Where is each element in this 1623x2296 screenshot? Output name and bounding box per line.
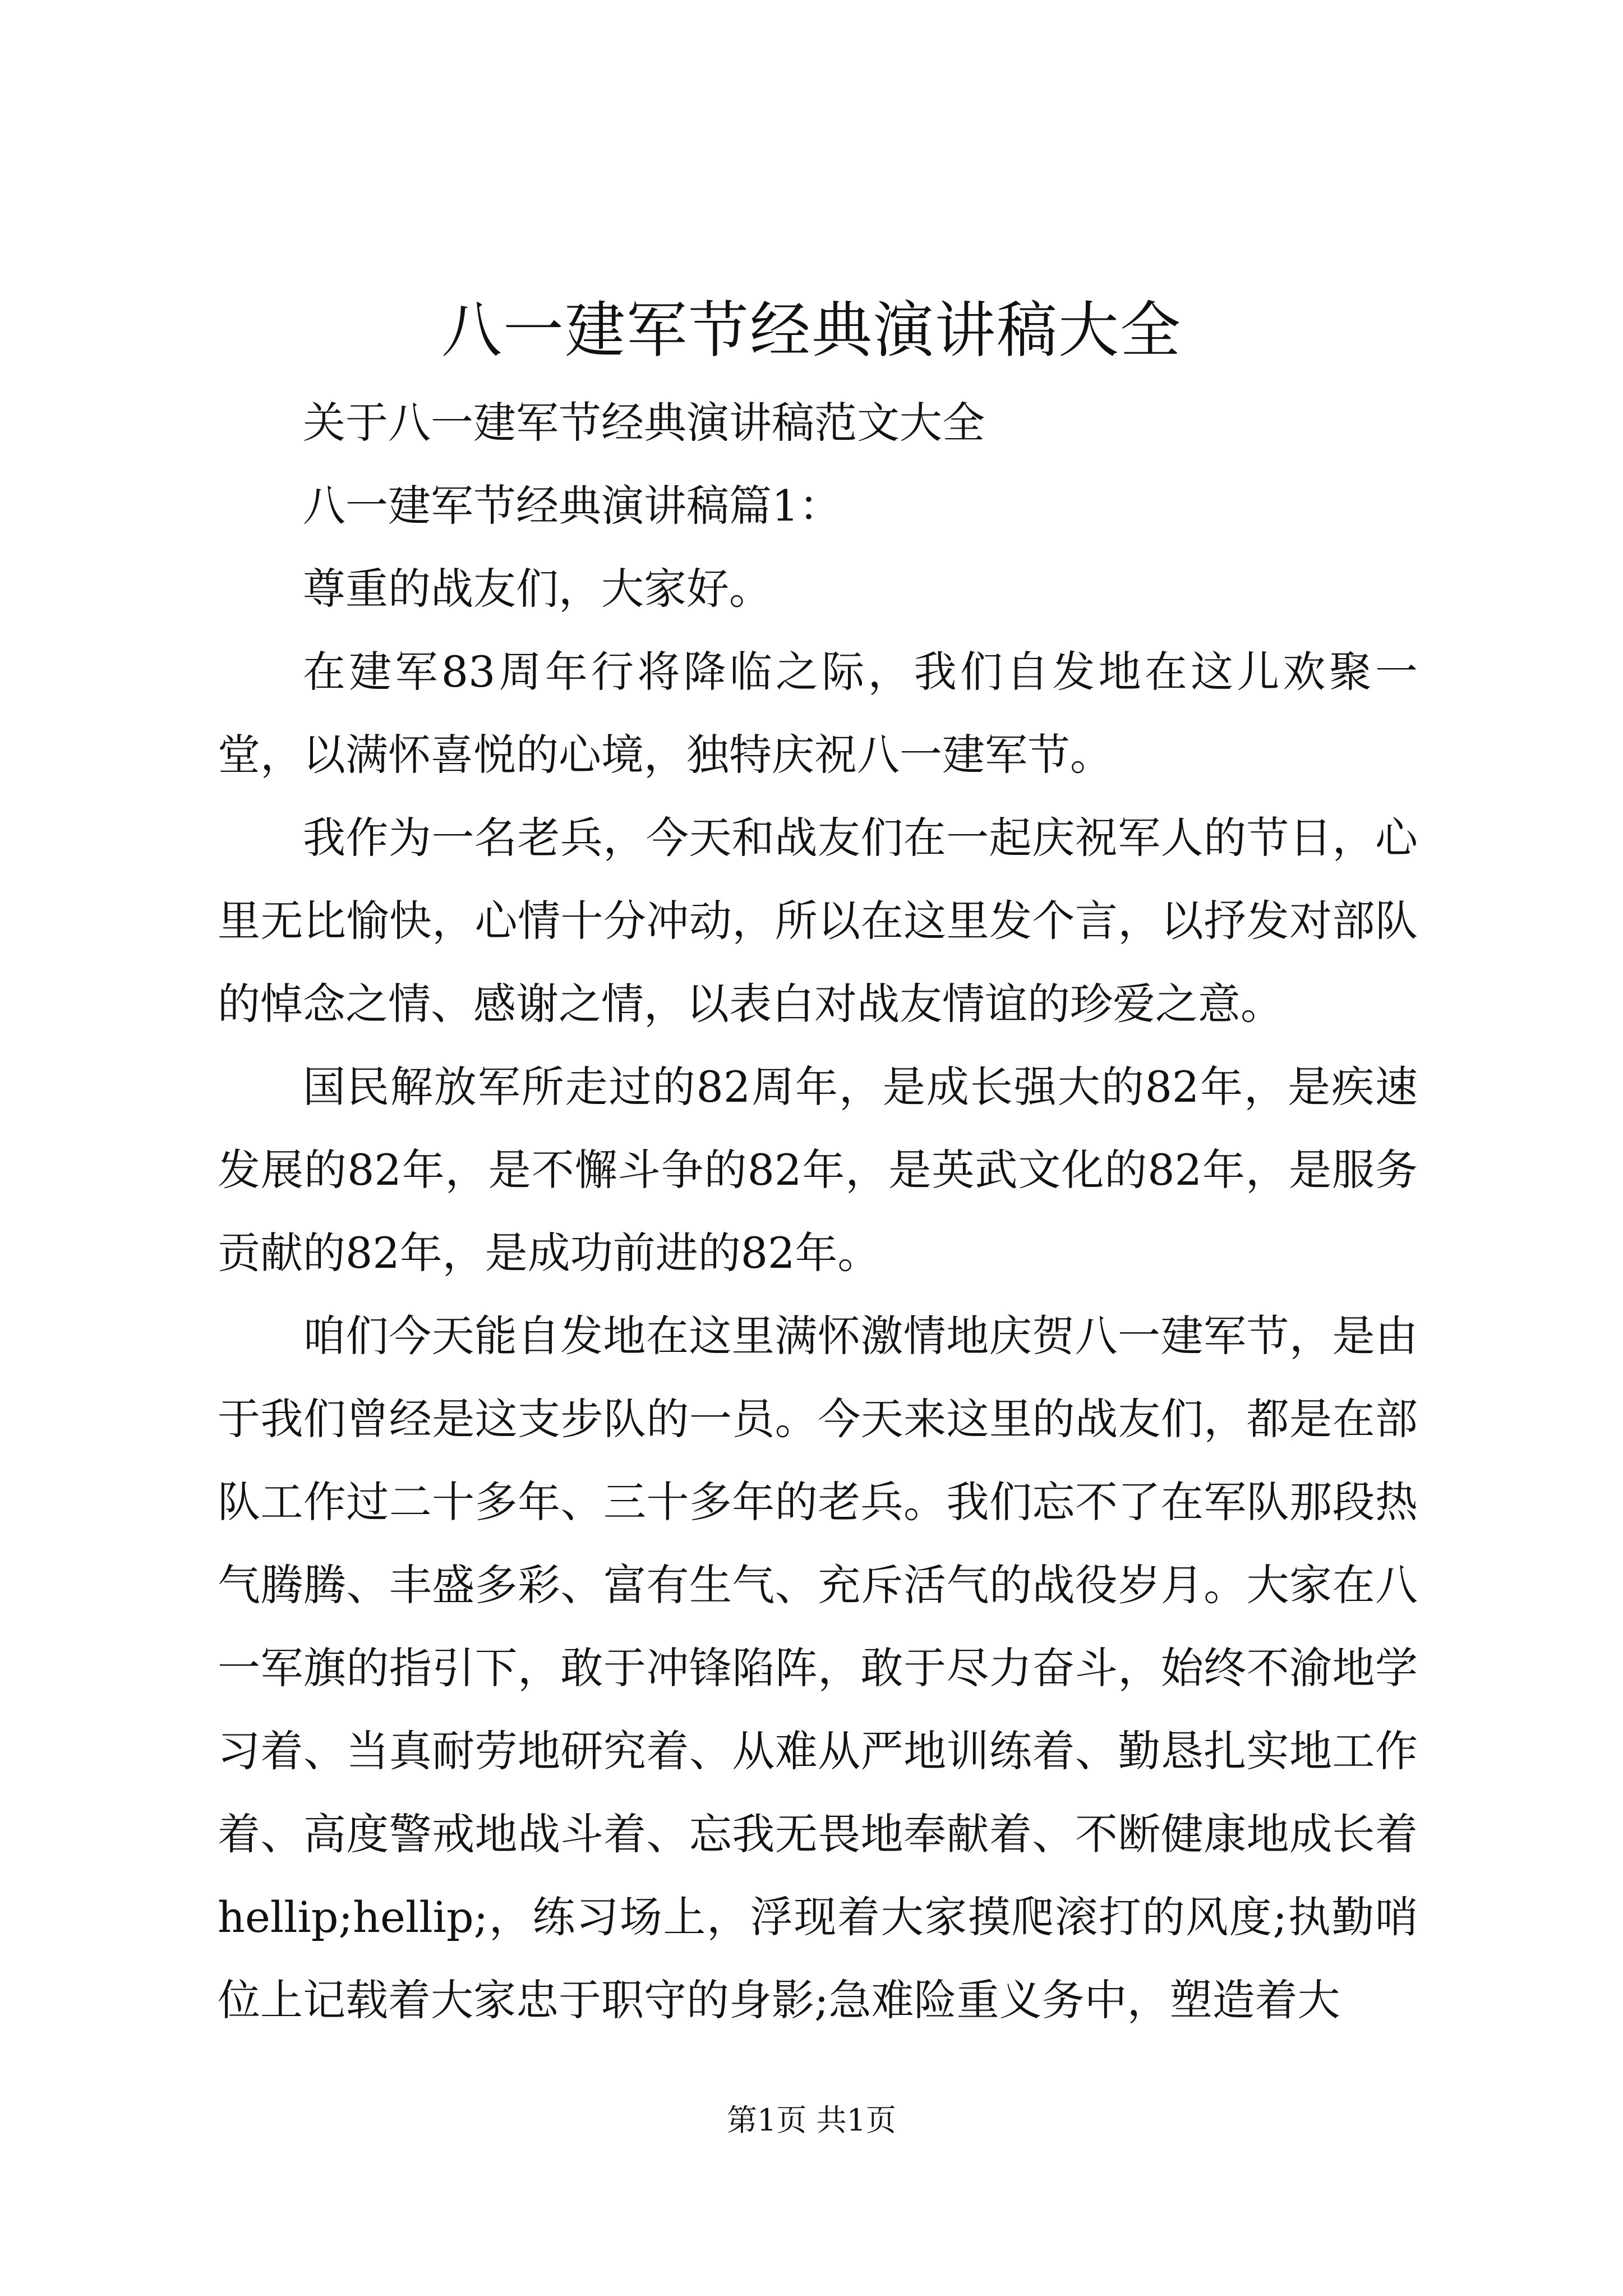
document-title: 八一建军节经典演讲稿大全 bbox=[441, 296, 1182, 366]
paragraph-subtitle: 关于八一建军节经典演讲稿范文大全 bbox=[303, 398, 985, 448]
paragraph: 咱们今天能自发地在这里满怀激情地庆贺八一建军节，是由于我们曾经是这支步队的一员。今天来这里的战友们，都是在部队工作过二十多年、三十多年的老兵。我们忘不了在军队那段热气腾腾、丰盛多彩、富有生气、充斥活气的战役岁月。大家在八一军旗的指引下，敢于冲锋陷阵，敢于尽力奋斗，始终不渝地学习着、当真耐劳地研究着、从难从严地训练着、勤恳扎实地工作着、高度警戒地战斗着、忘我无畏地奉献着、不断健康地成长着hellip;hellip;，练习场上，浮现着大家摸爬滚打的风度;执勤哨位上记载着大家忠于职守的身影;急难险重义务中，塑造着大 bbox=[218, 1311, 1418, 2025]
paragraph: 在建军83周年行将降临之际，我们自发地在这儿欢聚一堂，以满怀喜悦的心境，独特庆祝八一建军节。 bbox=[218, 647, 1418, 780]
page-footer: 第1页 共1页 bbox=[727, 2102, 896, 2138]
document-body bbox=[218, 381, 1418, 2042]
paragraph: 国民解放军所走过的82周年，是成长强大的82年，是疾速发展的82年，是不懈斗争的82年，是英武文化的82年，是服务贡献的82年，是成功前进的82年。 bbox=[218, 1062, 1418, 1278]
paragraph-section-heading: 八一建军节经典演讲稿篇1： bbox=[303, 481, 842, 531]
paragraph-greeting: 尊重的战友们，大家好。 bbox=[303, 564, 772, 614]
paragraph: 我作为一名老兵，今天和战友们在一起庆祝军人的节日，心里无比愉快，心情十分冲动，所以在这里发个言，以抒发对部队的悼念之情、感谢之情，以表白对战友情谊的珍爱之意。 bbox=[218, 813, 1418, 1029]
